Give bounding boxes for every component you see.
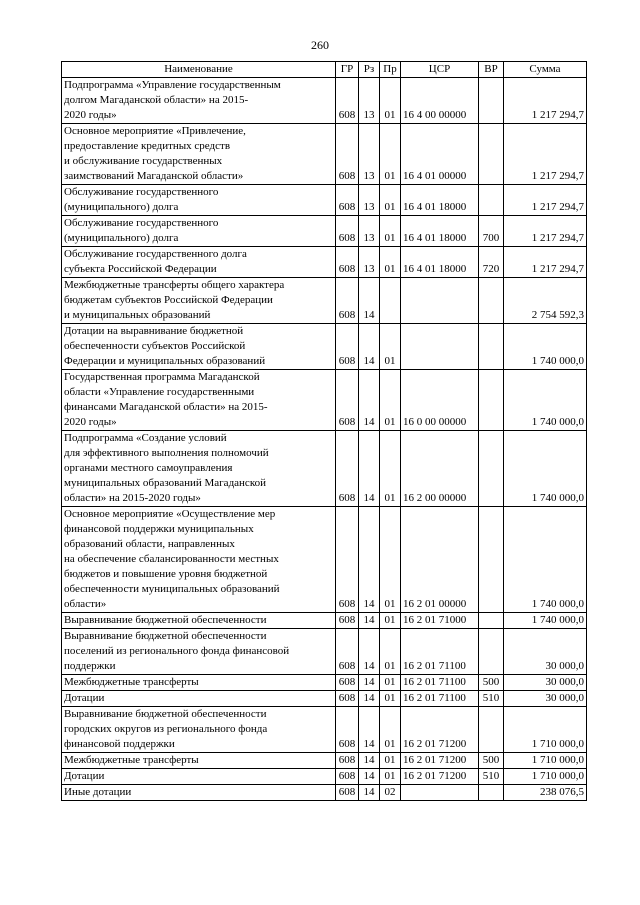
row-csr: 16 4 00 00000	[401, 78, 479, 124]
table-row	[62, 185, 587, 216]
table-header-row	[62, 62, 587, 78]
row-csr: 16 4 01 18000	[401, 216, 479, 247]
header-rz: Рз	[359, 62, 380, 78]
row-vr	[479, 278, 504, 324]
row-csr: 16 2 01 71100	[401, 629, 479, 675]
row-pr: 01	[380, 675, 401, 691]
row-vr	[479, 185, 504, 216]
row-vr: 510	[479, 691, 504, 707]
row-rz: 14	[359, 613, 380, 629]
row-pr: 01	[380, 753, 401, 769]
row-pr: 01	[380, 185, 401, 216]
table-row	[62, 691, 587, 707]
row-csr: 16 2 01 71200	[401, 753, 479, 769]
row-gr: 608	[336, 124, 359, 185]
row-rz: 13	[359, 124, 380, 185]
row-sum: 1 217 294,7	[504, 216, 587, 247]
row-name: Подпрограмма «Управление государственным долгом Магаданской области» на 2015- 2020 годы»	[62, 78, 336, 124]
row-rz: 13	[359, 78, 380, 124]
row-rz: 14	[359, 785, 380, 801]
header-name: Наименование	[62, 62, 336, 78]
row-rz: 14	[359, 278, 380, 324]
row-gr: 608	[336, 324, 359, 370]
row-name: Иные дотации	[62, 785, 336, 801]
header-vr: ВР	[479, 62, 504, 78]
header-gr: ГР	[336, 62, 359, 78]
row-rz: 14	[359, 691, 380, 707]
page-number: 260	[311, 38, 329, 52]
table-row	[62, 629, 587, 675]
table-row	[62, 707, 587, 753]
budget-table	[61, 61, 587, 801]
row-sum: 30 000,0	[504, 675, 587, 691]
row-rz: 13	[359, 185, 380, 216]
row-name: Межбюджетные трансферты	[62, 753, 336, 769]
row-vr	[479, 613, 504, 629]
row-pr: 01	[380, 707, 401, 753]
row-csr: 16 4 01 18000	[401, 247, 479, 278]
row-name: Межбюджетные трансферты	[62, 675, 336, 691]
row-pr: 01	[380, 507, 401, 613]
row-pr: 01	[380, 324, 401, 370]
row-gr: 608	[336, 675, 359, 691]
row-pr: 01	[380, 769, 401, 785]
table-row	[62, 370, 587, 431]
row-vr	[479, 78, 504, 124]
table-row	[62, 769, 587, 785]
row-pr: 01	[380, 613, 401, 629]
row-gr: 608	[336, 370, 359, 431]
row-sum: 1 740 000,0	[504, 324, 587, 370]
table-row	[62, 507, 587, 613]
table-row	[62, 753, 587, 769]
row-vr	[479, 124, 504, 185]
row-name: Выравнивание бюджетной обеспеченности городских округов из регионального фонда финансовой поддержки	[62, 707, 336, 753]
row-rz: 13	[359, 247, 380, 278]
row-pr: 01	[380, 691, 401, 707]
row-sum: 1 217 294,7	[504, 247, 587, 278]
row-sum: 1 217 294,7	[504, 185, 587, 216]
row-vr: 500	[479, 675, 504, 691]
row-name: Подпрограмма «Создание условий для эффективного выполнения полномочий органами местного самоуправления муниципальных образований Магаданской области» на 2015-2020 годы»	[62, 431, 336, 507]
row-gr: 608	[336, 216, 359, 247]
row-vr	[479, 431, 504, 507]
row-csr: 16 4 01 18000	[401, 185, 479, 216]
row-gr: 608	[336, 629, 359, 675]
row-csr: 16 0 00 00000	[401, 370, 479, 431]
row-rz: 14	[359, 769, 380, 785]
row-csr: 16 2 00 00000	[401, 431, 479, 507]
row-pr: 01	[380, 370, 401, 431]
row-rz: 14	[359, 629, 380, 675]
row-vr: 720	[479, 247, 504, 278]
table-row	[62, 785, 587, 801]
table-row	[62, 613, 587, 629]
row-gr: 608	[336, 691, 359, 707]
row-name: Обслуживание государственного (муниципального) долга	[62, 216, 336, 247]
table-row	[62, 216, 587, 247]
row-sum: 1 217 294,7	[504, 78, 587, 124]
row-sum: 30 000,0	[504, 629, 587, 675]
table-row	[62, 247, 587, 278]
row-gr: 608	[336, 278, 359, 324]
row-pr: 01	[380, 216, 401, 247]
row-name: Выравнивание бюджетной обеспеченности поселений из регионального фонда финансовой поддержки	[62, 629, 336, 675]
row-csr	[401, 278, 479, 324]
row-rz: 14	[359, 370, 380, 431]
row-vr	[479, 629, 504, 675]
row-pr: 01	[380, 431, 401, 507]
row-csr: 16 2 01 71000	[401, 613, 479, 629]
row-vr: 510	[479, 769, 504, 785]
row-vr: 700	[479, 216, 504, 247]
row-gr: 608	[336, 753, 359, 769]
row-rz: 14	[359, 324, 380, 370]
row-rz: 14	[359, 507, 380, 613]
row-name: Выравнивание бюджетной обеспеченности	[62, 613, 336, 629]
row-pr: 01	[380, 247, 401, 278]
header-csr: ЦСР	[401, 62, 479, 78]
row-sum: 1 740 000,0	[504, 431, 587, 507]
row-gr: 608	[336, 707, 359, 753]
row-pr	[380, 278, 401, 324]
row-sum: 1 740 000,0	[504, 613, 587, 629]
row-csr: 16 2 01 71200	[401, 707, 479, 753]
row-name: Основное мероприятие «Привлечение, предоставление кредитных средств и обслуживание государственных заимствований Магаданской области»	[62, 124, 336, 185]
row-pr: 02	[380, 785, 401, 801]
row-name: Государственная программа Магаданской области «Управление государственными финансами Магаданской области» на 2015- 2020 годы»	[62, 370, 336, 431]
row-pr: 01	[380, 629, 401, 675]
row-rz: 14	[359, 753, 380, 769]
row-name: Дотации	[62, 769, 336, 785]
table-row	[62, 278, 587, 324]
row-csr: 16 4 01 00000	[401, 124, 479, 185]
table-row	[62, 78, 587, 124]
row-sum: 1 710 000,0	[504, 769, 587, 785]
row-csr: 16 2 01 00000	[401, 507, 479, 613]
row-sum: 1 710 000,0	[504, 707, 587, 753]
row-sum: 1 740 000,0	[504, 370, 587, 431]
row-vr	[479, 785, 504, 801]
row-rz: 14	[359, 707, 380, 753]
row-csr: 16 2 01 71200	[401, 769, 479, 785]
row-name: Межбюджетные трансферты общего характера бюджетам субъектов Российской Федерации и муниципальных образований	[62, 278, 336, 324]
header-pr: Пр	[380, 62, 401, 78]
row-name: Основное мероприятие «Осуществление мер финансовой поддержки муниципальных образований области, направленных на обеспечение сбалансированности местных бюджетов и повышение уровня бюджетной обеспеченности муниципальных образований области»	[62, 507, 336, 613]
row-sum: 30 000,0	[504, 691, 587, 707]
row-rz: 13	[359, 216, 380, 247]
row-csr	[401, 785, 479, 801]
row-gr: 608	[336, 507, 359, 613]
row-csr	[401, 324, 479, 370]
row-sum: 1 217 294,7	[504, 124, 587, 185]
table-row	[62, 324, 587, 370]
row-vr	[479, 324, 504, 370]
row-pr: 01	[380, 78, 401, 124]
row-sum: 1 740 000,0	[504, 507, 587, 613]
row-sum: 238 076,5	[504, 785, 587, 801]
row-sum: 1 710 000,0	[504, 753, 587, 769]
row-csr: 16 2 01 71100	[401, 675, 479, 691]
row-pr: 01	[380, 124, 401, 185]
row-gr: 608	[336, 431, 359, 507]
row-gr: 608	[336, 247, 359, 278]
table-row	[62, 675, 587, 691]
row-gr: 608	[336, 185, 359, 216]
row-vr	[479, 507, 504, 613]
row-vr	[479, 707, 504, 753]
table-row	[62, 431, 587, 507]
row-gr: 608	[336, 785, 359, 801]
row-csr: 16 2 01 71100	[401, 691, 479, 707]
row-gr: 608	[336, 769, 359, 785]
row-vr	[479, 370, 504, 431]
row-rz: 14	[359, 675, 380, 691]
table-row	[62, 124, 587, 185]
row-name: Дотации на выравнивание бюджетной обеспеченности субъектов Российской Федерации и муниципальных образований	[62, 324, 336, 370]
row-gr: 608	[336, 78, 359, 124]
row-rz: 14	[359, 431, 380, 507]
row-sum: 2 754 592,3	[504, 278, 587, 324]
row-name: Обслуживание государственного долга субъекта Российской Федерации	[62, 247, 336, 278]
row-vr: 500	[479, 753, 504, 769]
header-sum: Сумма	[504, 62, 587, 78]
row-name: Дотации	[62, 691, 336, 707]
row-gr: 608	[336, 613, 359, 629]
row-name: Обслуживание государственного (муниципального) долга	[62, 185, 336, 216]
